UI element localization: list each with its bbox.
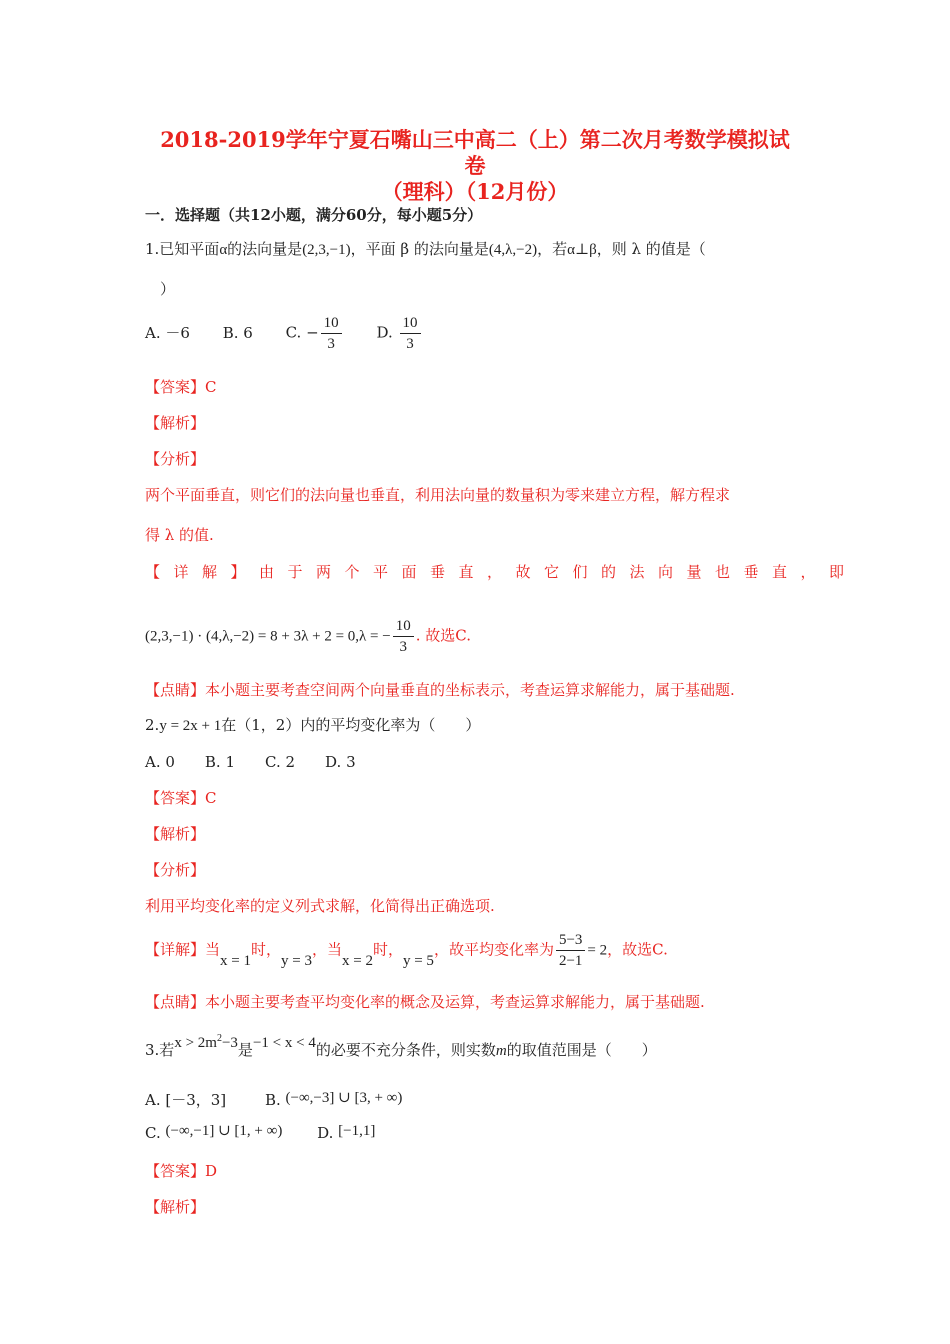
q2-dianjing: 【点睛】本小题主要考查平均变化率的概念及运算，考查运算求解能力，属于基础题.: [145, 993, 705, 1011]
question-3-stem: 3.若$x > 2m^2-3$是−1 < x < 4的必要不充分条件，则实数m的取值范围是（ ）: [145, 1033, 657, 1059]
fraction: $\frac{10}{3}$: [400, 313, 421, 354]
q2-detail: 【详解】当x = 1时，y = 3，当x = 2时，y = 5，故平均变化率为 $\frac{5-3}{2-1}$ = 2，故选C.: [145, 932, 668, 969]
fraction: $\frac{10}{3}$: [321, 313, 342, 354]
question-2-options: A. 0 B. 1 C. 2 D. 3: [145, 753, 356, 771]
document-title-line-2: 卷: [464, 153, 486, 178]
question-1-stem-close: ）: [160, 280, 176, 298]
q1-detail-text: 【详解】由于两个平面垂直，故它们的法向量也垂直，即: [145, 563, 858, 581]
option-a: A. [－3，3]: [145, 1091, 227, 1109]
option-c: C. (−∞,−1] ∪ [1, + ∞): [145, 1123, 283, 1142]
option-b: B. (−∞,−3] ∪ [3, + ∞): [264, 1090, 403, 1109]
question-3-options-ab: [145, 1089, 402, 1110]
question-1-options: [145, 313, 423, 354]
q2-fenxi-text: 利用平均变化率的定义列式求解，化简得出正确选项.: [145, 897, 495, 915]
q3-analysis-label: 【解析】: [145, 1198, 206, 1216]
q1-fenxi-label: 【分析】: [145, 450, 206, 468]
q1-dianjing: 【点睛】本小题主要考查空间两个向量垂直的坐标表示，考查运算求解能力，属于基础题.: [145, 681, 735, 699]
document-title-line-3: （理科）（12月份）: [381, 179, 569, 204]
q2-analysis-label: 【解析】: [145, 825, 206, 843]
q1-analysis-label: 【解析】: [145, 414, 206, 432]
section-header: 一．选择题（共12小题，满分60分，每小题5分）: [145, 206, 483, 224]
option-d: D. [−1,1]: [317, 1123, 376, 1142]
q1-fenxi-text-1: 两个平面垂直，则它们的法向量也垂直，利用法向量的数量积为零来建立方程，解方程求: [145, 486, 731, 504]
q1-detail-equation: (2,3,−1) · (4,λ,−2) = 8 + 3λ + 2 = 0,λ = − $\frac{10}{3}$ . 故选C.: [145, 618, 471, 655]
q1-fenxi-text-2: 得 λ 的值.: [145, 526, 214, 544]
fraction: $\frac{5-3}{2-1}$: [556, 930, 585, 971]
question-1-stem: 1.已知平面α的法向量是(2,3,−1)，平面 β 的法向量是(4,λ,−2)，若α⊥β，则 λ 的值是（: [145, 240, 706, 258]
fraction: $\frac{10}{3}$: [393, 616, 414, 657]
q1-answer: 【答案】C: [145, 378, 217, 396]
q2-answer: 【答案】C: [145, 789, 217, 807]
option-a: A. －6: [145, 323, 190, 342]
option-d: D. $\frac{10}{3}$: [376, 313, 422, 354]
option-c: C. − $\frac{10}{3}$: [286, 313, 344, 354]
question-3-options-cd: [145, 1124, 375, 1143]
q3-answer: 【答案】D: [145, 1162, 218, 1180]
q2-fenxi-label: 【分析】: [145, 861, 206, 879]
document-title-line-1: 2018-2019学年宁夏石嘴山三中高二（上）第二次月考数学模拟试: [160, 127, 790, 152]
question-2-stem: 2.y = 2x + 1在（1，2）内的平均变化率为（ ）: [145, 716, 481, 734]
option-b: B. 6: [222, 323, 253, 342]
